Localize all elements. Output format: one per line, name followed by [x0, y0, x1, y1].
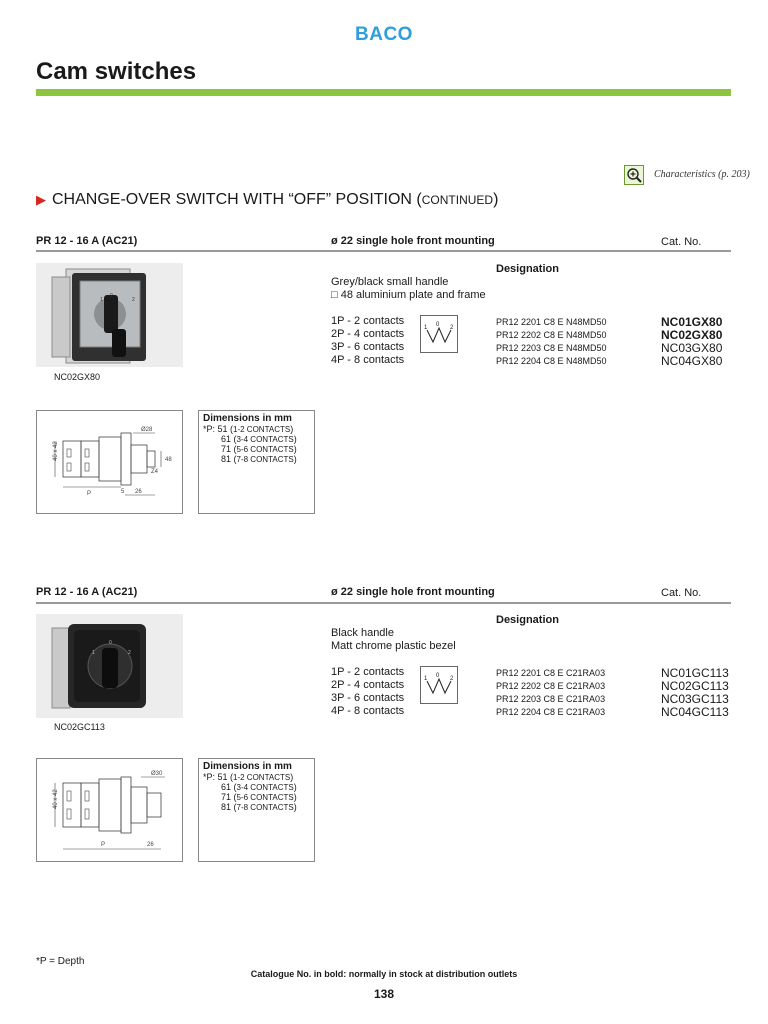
cat-no-header: Cat. No. [661, 587, 702, 599]
poles-label: 4P - 8 contacts [331, 354, 405, 366]
brand-name: BACO [355, 24, 413, 45]
symbol-pos-0: 0 [436, 673, 440, 679]
svg-text:2: 2 [128, 650, 131, 656]
svg-text:1: 1 [92, 650, 95, 656]
dimension-line: 81 (7-8 CONTACTS) [221, 454, 297, 464]
dim-label: 40 x 42 [53, 441, 59, 461]
dim-label: 26 [135, 489, 142, 495]
symbol-pos-1: 1 [424, 325, 428, 331]
dimension-line: 81 (7-8 CONTACTS) [221, 802, 297, 812]
photo-caption: NC02GX80 [54, 372, 101, 382]
product-reference: PR12 2203 C8 E C21RA03 [496, 694, 606, 704]
dimensions-title: Dimensions in mm [203, 413, 292, 424]
dim-label: P [87, 491, 92, 497]
dimension-line: 61 (3-4 CONTACTS) [221, 782, 297, 792]
product-reference: PR12 2202 C8 E N48MD50 [496, 330, 607, 340]
svg-text:0: 0 [110, 293, 113, 299]
catalogue-number: NC01GX80 [661, 315, 723, 329]
catalogue-number: NC02GC113 [661, 679, 729, 693]
description-line: Black handle [331, 627, 394, 639]
dim-label: P [101, 842, 106, 848]
dimension-line: 71 (5-6 CONTACTS) [221, 792, 297, 802]
dimensions-box [198, 410, 315, 514]
catalogue-number: NC04GC113 [661, 705, 729, 719]
dimensions-box [198, 758, 315, 862]
mounting-type: ø 22 single hole front mounting [331, 235, 495, 247]
designation-header: Designation [496, 614, 559, 626]
poles-label: 2P - 4 contacts [331, 328, 405, 340]
dimension-drawing [36, 410, 183, 514]
product-photo [36, 263, 183, 367]
stock-note: Catalogue No. in bold: normally in stock at distribution outlets [250, 969, 518, 979]
poles-label: 3P - 6 contacts [331, 341, 405, 353]
dim-label: 48 [165, 457, 172, 463]
dim-label: 40 x 42 [53, 789, 59, 809]
product-model: PR 12 - 16 A (AC21) [36, 586, 138, 598]
switch-symbol-icon [420, 666, 458, 704]
symbol-pos-1: 1 [424, 676, 428, 682]
symbol-pos-2: 2 [450, 325, 454, 331]
section-title-text: CHANGE-OVER SWITCH WITH “OFF” POSITION ( [52, 191, 422, 208]
description-line: Matt chrome plastic bezel [331, 640, 456, 652]
catalogue-number: NC01GC113 [661, 666, 729, 680]
cat-no-header: Cat. No. [661, 236, 702, 248]
title-rule [36, 89, 731, 96]
mounting-type: ø 22 single hole front mounting [331, 586, 495, 598]
header-rule [36, 250, 731, 252]
designation-header: Designation [496, 263, 559, 275]
svg-text:0: 0 [109, 640, 112, 646]
photo-caption: NC02GC113 [54, 722, 105, 732]
characteristics-link[interactable]: Characteristics (p. 203) [654, 169, 750, 180]
zoom-in-icon[interactable] [624, 165, 644, 185]
dim-label: 5 [121, 489, 125, 495]
product-photo [36, 614, 183, 718]
dimension-line: *P: 51 (1-2 CONTACTS) [203, 772, 294, 782]
svg-text:2: 2 [132, 297, 135, 303]
poles-label: 2P - 4 contacts [331, 679, 405, 691]
catalogue-number: NC03GC113 [661, 692, 729, 706]
section-title [36, 191, 498, 209]
description-line: Grey/black small handle [331, 276, 449, 288]
product-reference: PR12 2204 C8 E C21RA03 [496, 707, 606, 717]
svg-text:1: 1 [100, 297, 103, 303]
dimensions-title: Dimensions in mm [203, 761, 292, 772]
catalogue-number: NC03GX80 [661, 341, 723, 355]
symbol-pos-0: 0 [436, 322, 440, 328]
poles-label: 1P - 2 contacts [331, 315, 405, 327]
symbol-pos-2: 2 [450, 676, 454, 682]
dim-label: Z4 [151, 469, 159, 475]
product-reference: PR12 2201 C8 E C21RA03 [496, 668, 606, 678]
page-title: Cam switches [36, 58, 197, 85]
dimension-line: *P: 51 (1-2 CONTACTS) [203, 424, 294, 434]
depth-footnote: *P = Depth [36, 956, 85, 967]
product-model: PR 12 - 16 A (AC21) [36, 235, 138, 247]
dimension-line: 61 (3-4 CONTACTS) [221, 434, 297, 444]
header-rule [36, 602, 731, 604]
poles-label: 1P - 2 contacts [331, 666, 405, 678]
section-title-continued: CONTINUED [421, 193, 494, 207]
poles-label: 4P - 8 contacts [331, 705, 405, 717]
poles-label: 3P - 6 contacts [331, 692, 405, 704]
dim-label: Ø30 [151, 771, 163, 777]
product-reference: PR12 2204 C8 E N48MD50 [496, 356, 607, 366]
dim-label: Ø28 [141, 427, 153, 433]
switch-symbol-icon [420, 315, 458, 353]
product-reference: PR12 2202 C8 E C21RA03 [496, 681, 606, 691]
catalogue-number: NC02GX80 [661, 328, 723, 342]
description-line: □ 48 aluminium plate and frame [331, 289, 486, 301]
dimension-drawing [36, 758, 183, 862]
section-title-close: ) [493, 191, 499, 208]
dim-label: 26 [147, 842, 154, 848]
dimension-line: 71 (5-6 CONTACTS) [221, 444, 297, 454]
catalogue-number: NC04GX80 [661, 354, 723, 368]
page-number: 138 [373, 987, 395, 1001]
product-reference: PR12 2201 C8 E N48MD50 [496, 317, 607, 327]
red-arrow-icon: ▶ [36, 192, 46, 207]
product-reference: PR12 2203 C8 E N48MD50 [496, 343, 607, 353]
